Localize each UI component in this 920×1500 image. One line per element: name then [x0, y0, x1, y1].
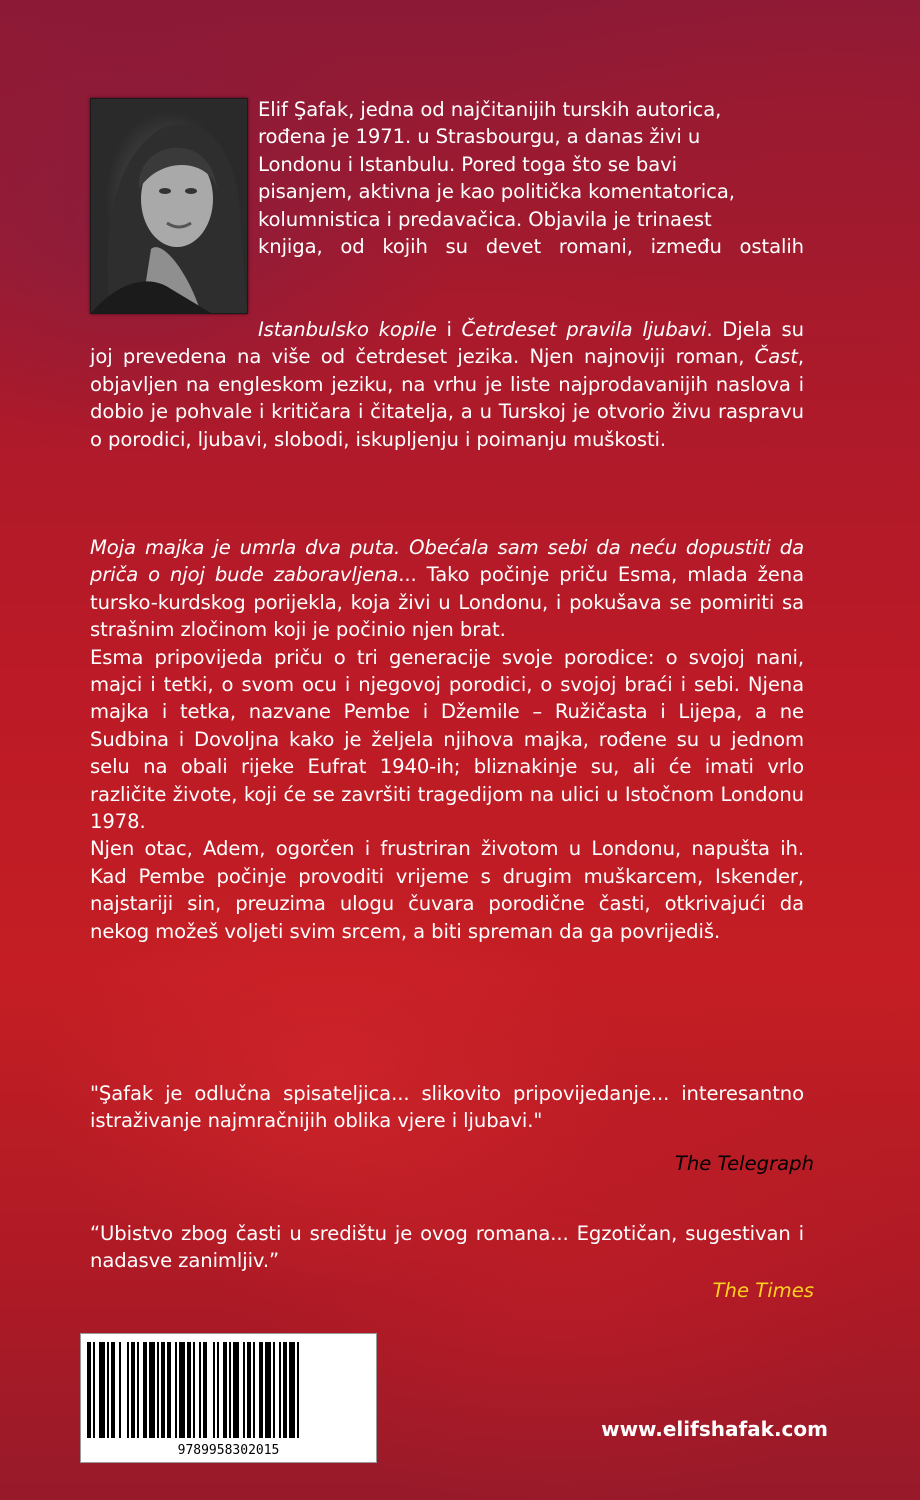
- barcode-bar: [199, 1342, 201, 1438]
- barcode-bar: [119, 1342, 121, 1438]
- barcode-bar: [253, 1342, 255, 1438]
- barcode-bar: [111, 1342, 115, 1438]
- barcode-bar: [179, 1342, 185, 1438]
- review-source-telegraph: The Telegraph: [674, 1152, 814, 1175]
- bio-line: kolumnistica i predavačica. Objavila je trinaest: [258, 207, 712, 231]
- review-source-times: The Times: [712, 1279, 814, 1302]
- synopsis-paragraph-3: Njen otac, Adem, ogorčen i frustriran životom u Londonu, napušta ih. Kad Pembe počinje provoditi vrijeme s drugim muškarcem, Iskender, najstariji sin, preuzima ulogu čuvara porodične časti, otkrivajući da nekog možeš voljeti svim srcem, a biti spreman da ga povrijediš.: [90, 837, 804, 943]
- author-bio-intro: [258, 96, 804, 260]
- barcode-bar: [217, 1342, 219, 1438]
- book-title-cast: Čast: [754, 345, 798, 369]
- bio-line: Londonu i Istanbulu. Pored toga što se bavi: [258, 152, 677, 176]
- barcode-bar: [213, 1342, 215, 1438]
- barcode-bar: [175, 1342, 177, 1438]
- barcode-bar: [99, 1342, 105, 1438]
- barcode-bar: [229, 1342, 231, 1438]
- barcode-bar: [273, 1342, 275, 1438]
- bio-line: pisanjem, aktivna je kao politička komentatorica,: [258, 180, 735, 204]
- review-quote-times: “Ubistvo zbog časti u središtu je ovog romana... Egzotičan, sugestivan i nadasve zanimljiv.”: [90, 1222, 804, 1273]
- author-portrait-illustration: [91, 99, 247, 313]
- barcode-bar: [87, 1342, 91, 1438]
- barcode-bar: [137, 1342, 139, 1438]
- book-synopsis: [90, 534, 804, 945]
- barcode-bar: [233, 1342, 239, 1438]
- barcode-bars: [87, 1342, 370, 1438]
- barcode-bar: [161, 1342, 165, 1438]
- barcode-bar: [187, 1342, 191, 1438]
- isbn-number: 9789958302015: [177, 1443, 280, 1458]
- barcode-bar: [259, 1342, 263, 1438]
- isbn-barcode: [80, 1333, 377, 1463]
- barcode-bar: [93, 1342, 95, 1438]
- bio-line: rođena je 1971. u Strasbourgu, a danas živi u: [258, 125, 701, 149]
- author-bio-continued: Istanbulsko kopile i Četrdeset pravila ljubavi. Djela su joj prevedena na više od četrdeset jezika. Njen najnoviji roman, Čast, objavljen na engleskom jeziku, na vrhu je liste najprodavanijih naslova i dobio je pohvale i kritičara i čitatelja, a u Turskoj je otvorio živu raspravu o porodici, ljubavi, slobodi, iskupljenju i poimanju muškosti.: [90, 318, 804, 451]
- barcode-bar: [131, 1342, 135, 1438]
- barcode-bar: [283, 1342, 287, 1438]
- opening-quote: Moja majka je umrla dva puta. Obećala sam sebi da neću dopustiti da priča o njoj bude zaboravljena: [90, 536, 804, 587]
- barcode-bar: [143, 1342, 147, 1438]
- author-photo: [90, 98, 248, 314]
- barcode-bar: [289, 1342, 295, 1438]
- barcode-bar: [203, 1342, 207, 1438]
- synopsis-paragraph-1: Moja majka je umrla dva puta. Obećala sam sebi da neću dopustiti da priča o njoj bude zaboravljena... Tako počinje priču Esma, mlada žena tursko-kurdskog porijekla, koja živi u Londonu, i pokušava se pomiriti sa strašnim zločinom koji je počinio njen brat.: [90, 536, 804, 642]
- barcode-bar: [279, 1342, 281, 1438]
- review-quote-telegraph: "Şafak je odlučna spisateljica... slikovito pripovijedanje... interesantno istraživanje najmračnijih oblika vjere i ljubavi.": [90, 1082, 804, 1133]
- barcode-bar: [243, 1342, 245, 1438]
- barcode-bar: [149, 1342, 155, 1438]
- barcode-bar: [167, 1342, 171, 1438]
- bio-line: Elif Şafak, jedna od najčitanijih turskih autorica,: [258, 98, 722, 121]
- barcode-bar: [223, 1342, 227, 1438]
- synopsis-paragraph-2: Esma pripovijeda priču o tri generacije svoje porodice: o svojoj nani, majci i tetki, o svom ocu i njegovoj porodici, o svojoj braći i sebi. Njena majka i tetka, nazvane Pembe i Džemile – Ružičasta i Lijepa, a ne Sudbina i Dovoljna kako je željela njihova majka, rođene su u jednom selu na obali rijeke Eufrat 1940-ih; bliznakinje su, ali će imati vrlo različite živote, koji će se završiti tragedijom na ulici u Istočnom Londonu 1978.: [90, 645, 804, 834]
- barcode-bar: [265, 1342, 271, 1438]
- author-website[interactable]: www.elifshafak.com: [601, 1417, 828, 1441]
- barcode-bar: [157, 1342, 159, 1438]
- barcode-bar: [297, 1342, 299, 1438]
- book-title-cetrdeset-pravila: Četrdeset pravila ljubavi: [461, 318, 707, 341]
- barcode-bar: [107, 1342, 109, 1438]
- barcode-bar: [247, 1342, 251, 1438]
- bio-line: knjiga, od kojih su devet romani, između ostalih: [258, 235, 804, 259]
- barcode-bar: [127, 1342, 129, 1438]
- barcode-bar: [193, 1342, 195, 1438]
- book-title-istanbulsko-kopile: Istanbulsko kopile: [258, 318, 437, 341]
